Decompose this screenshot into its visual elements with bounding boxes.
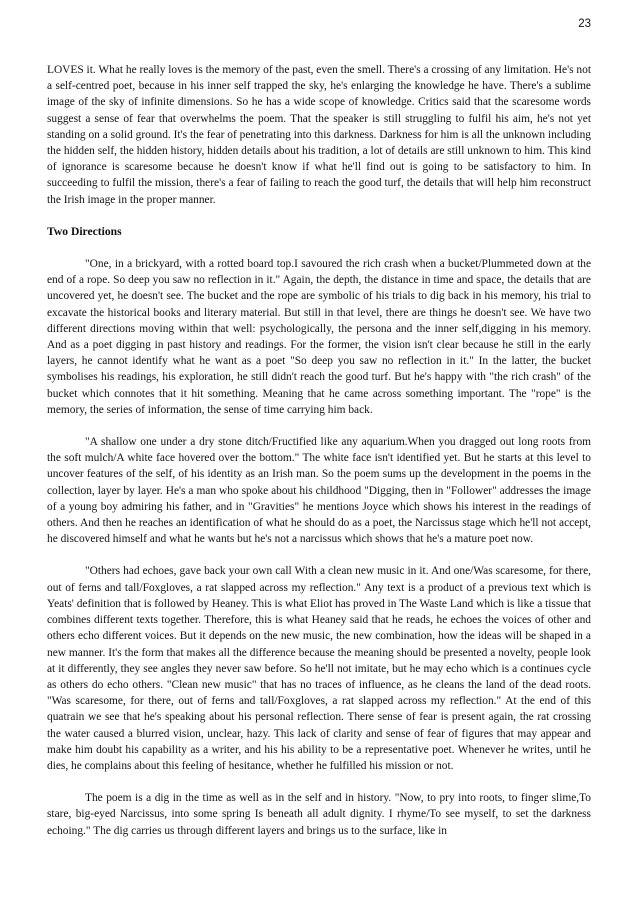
section-heading: Two Directions (47, 224, 122, 238)
page-body (47, 62, 591, 839)
page-number: 23 (578, 18, 591, 30)
body-paragraph: LOVES it. What he really loves is the memory of the past, even the smell. There's a crossing of any limitation. He's not a self-centred poet, because in his inner self trapped the sky, he's enlarging the knowledge he have. There's a sublime image of the sky of infinite dimensions. So he has a wide scope of knowledge. Critics said that the scaresome words suggest a sense of fear that overwhelms the poem. That the speaker is still struggling to fulfil his aim, he's not yet standing on a solid ground. It's the fear of penetrating into this darkness. Darkness for him is all the unknown including the hidden self, the hidden history, hidden details about his tradition, a lot of details are still unknown to him. This kind of ignorance is scaresome because he doesn't know if what he'll find out is going to be satisfactory to him. In succeeding to fulfil the mission, there's a fear of failing to reach the good turf, the details that will help him reconstruct the Irish image in the proper manner. (47, 64, 591, 206)
body-paragraph: "A shallow one under a dry stone ditch/Fructified like any aquarium.When you dragged out long roots from the soft mulch/A white face hovered over the bottom." The white face isn't identified yet. But he starts at this level to uncover features of the self, of his identity as an Irish man. So the poem sums up the development in the poems in the collection, layer by layer. He's a man who spoke about his childhood "Digging, then in "Follower" addresses the image of a young boy admiring his father, and in "Gravities" he mentions Joyce which shows his interest in the readings of others. And then he reaches an identification of what he should do as a poet, the Narcissus stage which he'll not accept, he discovered himself and what he wants but he's not a narcissus which shows that he's a mature poet now. (47, 436, 591, 546)
body-paragraph: "One, in a brickyard, with a rotted board top.I savoured the rich crash when a bucket/Plummeted down at the end of a rope. So deep you saw no reflection in it." Again, the depth, the distance in time and space, the details that are uncovered yet, he doesn't see. The bucket and the rope are symbolic of his trials to dig back in his memory, his trial to excavate the historical books and literary material. But still in that level, there are things he doesn't see. We have two different directions moving within that well: psychologically, the persona and the inner self,digging in his memory. And as a poet digging in past history and readings. For the former, the vision isn't clear because he still in the early layers, he cannot identify what he want as a poet "So deep you saw no reflection in it." In the latter, the bucket symbolises his readings, his exploration, he still didn't reach the good turf. But he's happy with "the rich crash" of the bucket which connotes that it hit something. Meaning that he came across something important. The "rope" is the memory, the series of information, the sense of time carrying him back. (47, 258, 591, 416)
body-paragraph: The poem is a dig in the time as well as in the self and in history. "Now, to pry into roots, to finger slime,To stare, big-eyed Narcissus, into some spring Is beneath all adult dignity. I rhyme/To see myself, to set the darkness echoing." The dig carries us through different layers and brings us to the surface, like in (47, 792, 591, 837)
body-paragraph: "Others had echoes, gave back your own call With a clean new music in it. And one/Was scaresome, for there, out of ferns and tall/Foxgloves, a rat slapped across my reflection." Any text is a product of a previous text which is Yeats' definition that is followed by Heaney. This is what Eliot has proved in The Waste Land which is like a tissue that combines different texts together. Therefore, this is what Heaney said that he reads, he echoes the voices of other and others echo different voices. But it depends on the new music, the new combination, how the ideas will be shaped in a new manner. It's the form that makes all the difference because the meaning should be presented a novelty, people look at it differently, they see angles they never saw before. So he'll not imitate, but he may echo which is a continues cycle as others do echo others. "Clean new music" that has no traces of influence, as he cleans the land of the dead roots. "Was scaresome, for there, out of ferns and tall/Foxgloves, a rat slapped across my reflection." At the end of this quatrain we see that he's speaking about his personal reflection. There sense of fear is present again, the rat crossing the water caused a blurred vision, unclear, hazy. This lack of clarity and sense of fear of figures that may appear and make him doubt his capability as a writer, and his his ability to be a representative poet. Whenever he writes, until he dies, he complains about this feeling of hesitance, whether he fulfilled his mission or not. (47, 565, 591, 772)
